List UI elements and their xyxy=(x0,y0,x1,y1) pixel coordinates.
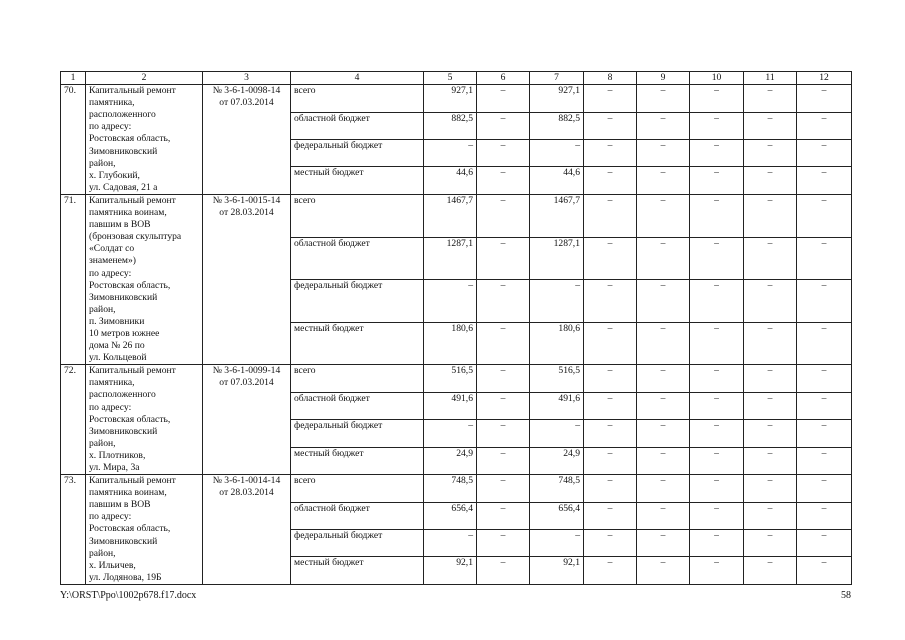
value-col12: – xyxy=(797,194,852,237)
value-col8: – xyxy=(584,140,637,167)
value-col8: – xyxy=(584,365,637,392)
value-col6: – xyxy=(477,194,530,237)
object-name-line: ул. Мира, 3а xyxy=(89,462,140,473)
column-header: 3 xyxy=(203,72,291,85)
object-name-line: Капитальный ремонт xyxy=(89,475,176,487)
object-name-line: павшим в ВОВ xyxy=(89,219,151,231)
value-col6: – xyxy=(477,140,530,167)
value-col12: – xyxy=(797,322,852,365)
value-col7: 92,1 xyxy=(530,557,584,584)
value-col7: 491,6 xyxy=(530,392,584,419)
column-header: 7 xyxy=(530,72,584,85)
object-name-line: район, xyxy=(89,437,116,449)
object-name xyxy=(86,194,203,364)
funding-source: областной бюджет xyxy=(291,392,424,419)
value-col8: – xyxy=(584,475,637,502)
table-row xyxy=(61,194,852,237)
value-col6: – xyxy=(477,420,530,447)
object-name-line: х. Плотников, xyxy=(89,449,146,461)
value-col11: – xyxy=(744,322,797,365)
value-col8: – xyxy=(584,112,637,139)
value-col8: – xyxy=(584,280,637,323)
object-name-line: район, xyxy=(89,303,116,315)
object-name-line: знаменем») xyxy=(89,255,136,267)
value-col10: – xyxy=(690,420,744,447)
object-name xyxy=(86,85,203,195)
object-name-line: Ростовская область, xyxy=(89,413,171,425)
value-col5: 516,5 xyxy=(424,365,477,392)
value-col6: – xyxy=(477,280,530,323)
value-col11: – xyxy=(744,365,797,392)
record-number: 71. xyxy=(61,194,86,364)
column-header: 4 xyxy=(291,72,424,85)
value-col7: 180,6 xyxy=(530,322,584,365)
value-col9: – xyxy=(637,502,690,529)
value-col12: – xyxy=(797,530,852,557)
value-col10: – xyxy=(690,392,744,419)
object-name-line: х. Ильичев, xyxy=(89,559,136,571)
object-name-line: памятника, xyxy=(89,377,135,389)
value-col9: – xyxy=(637,530,690,557)
value-col10: – xyxy=(690,140,744,167)
object-name-line: ул. Садовая, 21 а xyxy=(89,181,158,193)
object-name-line: расположенного xyxy=(89,389,156,401)
object-name-line: Капитальный ремонт xyxy=(89,365,176,377)
document-date: от 07.03.2014 xyxy=(219,377,274,389)
value-col10: – xyxy=(690,447,744,474)
document-number: № 3-6-1-0014-14 xyxy=(212,475,281,487)
object-name-line: памятника, xyxy=(89,97,135,109)
column-header: 10 xyxy=(690,72,744,85)
value-col5: 882,5 xyxy=(424,112,477,139)
value-col9: – xyxy=(637,475,690,502)
value-col10: – xyxy=(690,85,744,112)
value-col5: – xyxy=(424,530,477,557)
value-col8: – xyxy=(584,392,637,419)
funding-source: всего xyxy=(291,475,424,502)
value-col9: – xyxy=(637,447,690,474)
value-col7: 1287,1 xyxy=(530,237,584,280)
value-col9: – xyxy=(637,140,690,167)
value-col5: 491,6 xyxy=(424,392,477,419)
column-header: 2 xyxy=(86,72,203,85)
value-col5: 1287,1 xyxy=(424,237,477,280)
value-col8: – xyxy=(584,167,637,194)
value-col12: – xyxy=(797,557,852,584)
value-col12: – xyxy=(797,365,852,392)
value-col11: – xyxy=(744,280,797,323)
value-col9: – xyxy=(637,557,690,584)
object-name-line: по адресу: xyxy=(89,401,132,413)
value-col9: – xyxy=(637,280,690,323)
table-row xyxy=(61,365,852,392)
column-header: 8 xyxy=(584,72,637,85)
object-name xyxy=(86,475,203,585)
document-date: от 28.03.2014 xyxy=(219,207,274,219)
object-name-line: район, xyxy=(89,547,116,559)
column-header: 6 xyxy=(477,72,530,85)
value-col12: – xyxy=(797,475,852,502)
value-col9: – xyxy=(637,365,690,392)
record-number: 72. xyxy=(61,365,86,475)
value-col10: – xyxy=(690,557,744,584)
object-name-line: 10 метров южнее xyxy=(89,327,160,339)
value-col10: – xyxy=(690,112,744,139)
value-col12: – xyxy=(797,85,852,112)
value-col7: 516,5 xyxy=(530,365,584,392)
expertise-document xyxy=(203,365,291,475)
value-col12: – xyxy=(797,280,852,323)
column-header: 9 xyxy=(637,72,690,85)
object-name-line: Зимовниковский xyxy=(89,291,158,303)
value-col7: 656,4 xyxy=(530,502,584,529)
funding-source: всего xyxy=(291,365,424,392)
value-col6: – xyxy=(477,502,530,529)
value-col12: – xyxy=(797,447,852,474)
value-col11: – xyxy=(744,85,797,112)
object-name-line: по адресу: xyxy=(89,267,132,279)
funding-source: местный бюджет xyxy=(291,447,424,474)
object-name-line: павшим в ВОВ xyxy=(89,499,151,511)
column-header: 1 xyxy=(61,72,86,85)
value-col7: 748,5 xyxy=(530,475,584,502)
value-col11: – xyxy=(744,194,797,237)
object-name-line: «Солдат со xyxy=(89,243,135,255)
value-col11: – xyxy=(744,237,797,280)
value-col11: – xyxy=(744,447,797,474)
value-col5: 748,5 xyxy=(424,475,477,502)
value-col8: – xyxy=(584,502,637,529)
value-col5: – xyxy=(424,140,477,167)
object-name-line: п. Зимовники xyxy=(89,315,145,327)
value-col7: – xyxy=(530,280,584,323)
value-col7: 882,5 xyxy=(530,112,584,139)
value-col8: – xyxy=(584,420,637,447)
object-name-line: х. Глубокий, xyxy=(89,169,140,181)
value-col5: – xyxy=(424,280,477,323)
value-col5: 180,6 xyxy=(424,322,477,365)
value-col6: – xyxy=(477,447,530,474)
funding-source: областной бюджет xyxy=(291,502,424,529)
table-row xyxy=(61,85,852,112)
object-name-line: Зимовниковский xyxy=(89,145,158,157)
value-col11: – xyxy=(744,502,797,529)
record-number: 73. xyxy=(61,475,86,585)
object-name-line: памятника воинам, xyxy=(89,207,167,219)
value-col6: – xyxy=(477,322,530,365)
funding-source: федеральный бюджет xyxy=(291,140,424,167)
expertise-document xyxy=(203,475,291,585)
value-col5: 927,1 xyxy=(424,85,477,112)
funding-source: областной бюджет xyxy=(291,237,424,280)
object-name-line: ул. Лодянова, 19Б xyxy=(89,571,162,583)
funding-source: местный бюджет xyxy=(291,167,424,194)
value-col8: – xyxy=(584,322,637,365)
object-name-line: (бронзовая скульптура xyxy=(89,231,182,243)
object-name xyxy=(86,365,203,475)
funding-source: федеральный бюджет xyxy=(291,420,424,447)
value-col10: – xyxy=(690,167,744,194)
funding-source: местный бюджет xyxy=(291,322,424,365)
expertise-document xyxy=(203,194,291,364)
page-number: 58 xyxy=(841,590,851,601)
column-header: 11 xyxy=(744,72,797,85)
column-header: 5 xyxy=(424,72,477,85)
funding-source: всего xyxy=(291,85,424,112)
object-name-line: по адресу: xyxy=(89,121,132,133)
value-col10: – xyxy=(690,194,744,237)
value-col7: 24,9 xyxy=(530,447,584,474)
value-col6: – xyxy=(477,85,530,112)
value-col12: – xyxy=(797,140,852,167)
funding-source: областной бюджет xyxy=(291,112,424,139)
value-col5: 44,6 xyxy=(424,167,477,194)
value-col5: 92,1 xyxy=(424,557,477,584)
budget-table xyxy=(60,71,852,585)
value-col12: – xyxy=(797,420,852,447)
value-col11: – xyxy=(744,112,797,139)
value-col6: – xyxy=(477,237,530,280)
object-name-line: по адресу: xyxy=(89,511,132,523)
value-col9: – xyxy=(637,420,690,447)
value-col10: – xyxy=(690,280,744,323)
value-col6: – xyxy=(477,392,530,419)
object-name-line: Ростовская область, xyxy=(89,133,171,145)
value-col8: – xyxy=(584,447,637,474)
value-col8: – xyxy=(584,237,637,280)
value-col10: – xyxy=(690,365,744,392)
value-col10: – xyxy=(690,475,744,502)
value-col6: – xyxy=(477,167,530,194)
funding-source: федеральный бюджет xyxy=(291,530,424,557)
object-name-line: район, xyxy=(89,157,116,169)
object-name-line: расположенного xyxy=(89,109,156,121)
value-col10: – xyxy=(690,530,744,557)
column-number-header-row xyxy=(61,72,852,85)
value-col11: – xyxy=(744,475,797,502)
value-col12: – xyxy=(797,112,852,139)
value-col11: – xyxy=(744,530,797,557)
value-col12: – xyxy=(797,502,852,529)
value-col11: – xyxy=(744,420,797,447)
value-col6: – xyxy=(477,530,530,557)
value-col9: – xyxy=(637,112,690,139)
value-col9: – xyxy=(637,392,690,419)
value-col8: – xyxy=(584,557,637,584)
object-name-line: Зимовниковский xyxy=(89,535,158,547)
value-col11: – xyxy=(744,140,797,167)
object-name-line: Зимовниковский xyxy=(89,425,158,437)
value-col5: 24,9 xyxy=(424,447,477,474)
value-col7: 44,6 xyxy=(530,167,584,194)
object-name-line: памятника воинам, xyxy=(89,487,167,499)
expertise-document xyxy=(203,85,291,195)
value-col7: 927,1 xyxy=(530,85,584,112)
funding-source: федеральный бюджет xyxy=(291,280,424,323)
value-col6: – xyxy=(477,475,530,502)
table-row xyxy=(61,475,852,502)
document-date: от 28.03.2014 xyxy=(219,487,274,499)
value-col7: – xyxy=(530,420,584,447)
value-col6: – xyxy=(477,557,530,584)
document-date: от 07.03.2014 xyxy=(219,97,274,109)
value-col9: – xyxy=(637,194,690,237)
value-col7: 1467,7 xyxy=(530,194,584,237)
value-col11: – xyxy=(744,167,797,194)
value-col7: – xyxy=(530,140,584,167)
object-name-line: Ростовская область, xyxy=(89,279,171,291)
table-body xyxy=(61,72,852,585)
value-col11: – xyxy=(744,392,797,419)
value-col9: – xyxy=(637,322,690,365)
column-header: 12 xyxy=(797,72,852,85)
object-name-line: Ростовская область, xyxy=(89,523,171,535)
value-col11: – xyxy=(744,557,797,584)
value-col5: 1467,7 xyxy=(424,194,477,237)
value-col8: – xyxy=(584,194,637,237)
funding-source: местный бюджет xyxy=(291,557,424,584)
value-col9: – xyxy=(637,237,690,280)
record-number: 70. xyxy=(61,85,86,195)
object-name-line: Капитальный ремонт xyxy=(89,85,176,97)
value-col12: – xyxy=(797,237,852,280)
value-col9: – xyxy=(637,85,690,112)
object-name-line: Капитальный ремонт xyxy=(89,194,176,206)
value-col5: – xyxy=(424,420,477,447)
footer-file-path: Y:\ORST\Ppo\1002p678.f17.docx xyxy=(60,590,197,601)
value-col6: – xyxy=(477,112,530,139)
document-number: № 3-6-1-0099-14 xyxy=(212,365,281,377)
value-col9: – xyxy=(637,167,690,194)
value-col8: – xyxy=(584,530,637,557)
value-col10: – xyxy=(690,322,744,365)
document-number: № 3-6-1-0015-14 xyxy=(212,194,281,206)
value-col12: – xyxy=(797,392,852,419)
value-col12: – xyxy=(797,167,852,194)
value-col10: – xyxy=(690,502,744,529)
value-col8: – xyxy=(584,85,637,112)
value-col6: – xyxy=(477,365,530,392)
document-number: № 3-6-1-0098-14 xyxy=(212,85,281,97)
value-col7: – xyxy=(530,530,584,557)
object-name-line: дома № 26 по xyxy=(89,340,145,352)
funding-source: всего xyxy=(291,194,424,237)
value-col10: – xyxy=(690,237,744,280)
value-col5: 656,4 xyxy=(424,502,477,529)
object-name-line: ул. Кольцевой xyxy=(89,352,147,364)
